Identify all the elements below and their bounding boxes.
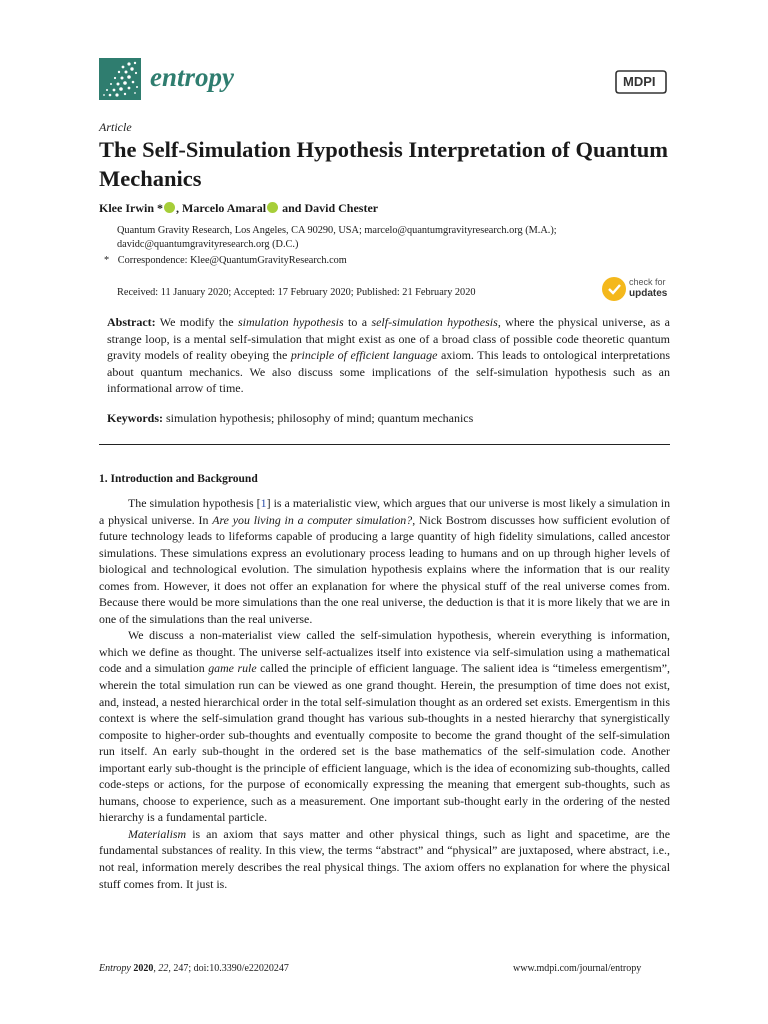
body-italic: game rule bbox=[208, 661, 257, 676]
article-type: Article bbox=[99, 120, 132, 134]
paragraph-3 bbox=[99, 826, 670, 892]
body-span: , Nick Bostrom discusses how sufficient evolution of future technology leads to lifeforms capable of producing a large quantity of high fidelity simulations, called ancestor simulations. These simulations express an evolutionary process leading to humans and on up through higher levels of biological and technological evolution. The simulation hypothesis explains where the information that is our reality comes from. However, it does not offer an explanation for where the physical stuff of the real universe comes from. Because there would be more simulations than the one real universe, the deduction is that it is more likely that we are in one of the simulations than the real universe. bbox=[99, 512, 670, 626]
abstract-italic: principle of efficient language bbox=[290, 348, 438, 362]
mdpi-text: MDPI bbox=[623, 74, 656, 89]
abstract-text: axiom. This leads to ontological interpretations about quantum mechanics. We also discuss some implications of the self-simulation hypothesis such as an informational arrow of time. bbox=[107, 348, 671, 395]
abstract-text: We modify the bbox=[155, 315, 238, 329]
journal-name: entropy bbox=[150, 62, 234, 92]
paragraph-2 bbox=[99, 627, 670, 826]
keywords bbox=[107, 411, 670, 426]
abstract-italic: self-simulation hypothesis bbox=[371, 315, 498, 329]
body-span: ] is a materialistic view, which argues that our universe is most likely a simulation in a physical universe. In bbox=[99, 496, 671, 527]
check-updates-line1: check for bbox=[629, 277, 666, 287]
footer-volume: , 22, bbox=[153, 963, 174, 974]
footer-doi: 247; doi:10.3390/e22020247 bbox=[173, 963, 289, 974]
author-3: and David Chester bbox=[279, 201, 379, 215]
entropy-dots-icon bbox=[99, 58, 141, 100]
check-for-updates-badge[interactable] bbox=[602, 276, 674, 304]
body-text bbox=[99, 495, 670, 892]
author-list bbox=[99, 201, 378, 216]
correspondence-marker: * bbox=[104, 255, 110, 266]
abstract bbox=[107, 314, 670, 397]
orcid-icon[interactable] bbox=[164, 202, 175, 213]
citation-link[interactable]: 1 bbox=[260, 496, 267, 510]
correspondence bbox=[104, 255, 347, 266]
check-updates-icon bbox=[602, 277, 626, 301]
correspondence-text: Correspondence: Klee@QuantumGravityResearch.com bbox=[117, 255, 347, 266]
paragraph-1 bbox=[99, 495, 670, 627]
footer-citation bbox=[99, 963, 289, 974]
body-span: is an axiom that says matter and other physical things, such as light and spacetime, are the fundamental substances of reality. In this view, the terms “abstract” and “physical” are juxtaposed, where abstract, i.e., not real, information merely describes the real physical things. The axiom offers no explanation for where the physical stuff comes from. It just is. bbox=[99, 826, 670, 891]
footer-url[interactable]: www.mdpi.com/journal/entropy bbox=[513, 963, 642, 974]
body-span: The simulation hypothesis [ bbox=[128, 496, 261, 510]
check-updates-line2: updates bbox=[629, 288, 668, 299]
publication-dates: Received: 11 January 2020; Accepted: 17 February 2020; Published: 21 February 2020 bbox=[117, 287, 476, 298]
footer-year: 2020 bbox=[130, 963, 154, 974]
affiliation: Quantum Gravity Research, Los Angeles, CA 90290, USA; marcelo@quantumgravityresearch.org (M.A.); davidc@quantumgravityresearch.org (D.C.) bbox=[117, 225, 557, 250]
body-span: called the principle of efficient language. The salient idea is “timeless emergentism”, wherein the total simulation run can be viewed as one grand thought. Herein, the presumption of time does not exist, and, instead, a nested hierarchical order in the total self-simulation thought as an ordered set exists. Emergentism in this context is where the self-simulation grand thought has various sub-thoughts in a nested hierarchy that synergistically composite to higher-order sub-thoughts and eventually composite to become the grand thought of the self-simulation run itself. An early sub-thought in the ordered set is the base mathematics of the self-simulation code. Another important early sub-thought is the principle of efficient language, which is the idea of economizing sub-thoughts, called code-steps or actions, for the purpose of economically expressing the meaning that emergent sub-thoughts, such as humans, choose to experience, such as a measurement. One important sub-thought early in the ordering of the nested hierarchy is a fundamental particle. bbox=[99, 661, 670, 825]
abstract-text: to a bbox=[343, 315, 372, 329]
paper-title: The Self-Simulation Hypothesis Interpretation of Quantum Mechanics bbox=[99, 137, 669, 191]
footer-journal: Entropy bbox=[99, 963, 131, 974]
keywords-label: Keywords: bbox=[107, 411, 163, 425]
abstract-text: , where the physical universe, as a strange loop, is a mental self-simulation that might exist as one of a broad class of possible code theoretic quantum gravity models of reality obeying the bbox=[107, 315, 670, 362]
section-heading: 1. Introduction and Background bbox=[99, 473, 258, 485]
mdpi-logo bbox=[613, 68, 669, 96]
keywords-text: simulation hypothesis; philosophy of mind; quantum mechanics bbox=[163, 411, 474, 425]
journal-logo bbox=[99, 58, 141, 100]
body-span: We discuss a non-materialist view called the self-simulation hypothesis, wherein everything is information, which we define as thought. The universe self-actualizes itself into existence via self-simulation using a mathematical code and a simulation bbox=[99, 628, 670, 676]
orcid-icon[interactable] bbox=[267, 202, 278, 213]
author-1: Klee Irwin * bbox=[99, 201, 163, 215]
author-2: , Marcelo Amaral bbox=[176, 201, 267, 215]
divider bbox=[99, 444, 670, 445]
body-italic: Are you living in a computer simulation? bbox=[212, 512, 413, 527]
abstract-italic: simulation hypothesis bbox=[237, 315, 344, 329]
abstract-label: Abstract: bbox=[107, 315, 156, 329]
body-italic: Materialism bbox=[128, 826, 187, 841]
